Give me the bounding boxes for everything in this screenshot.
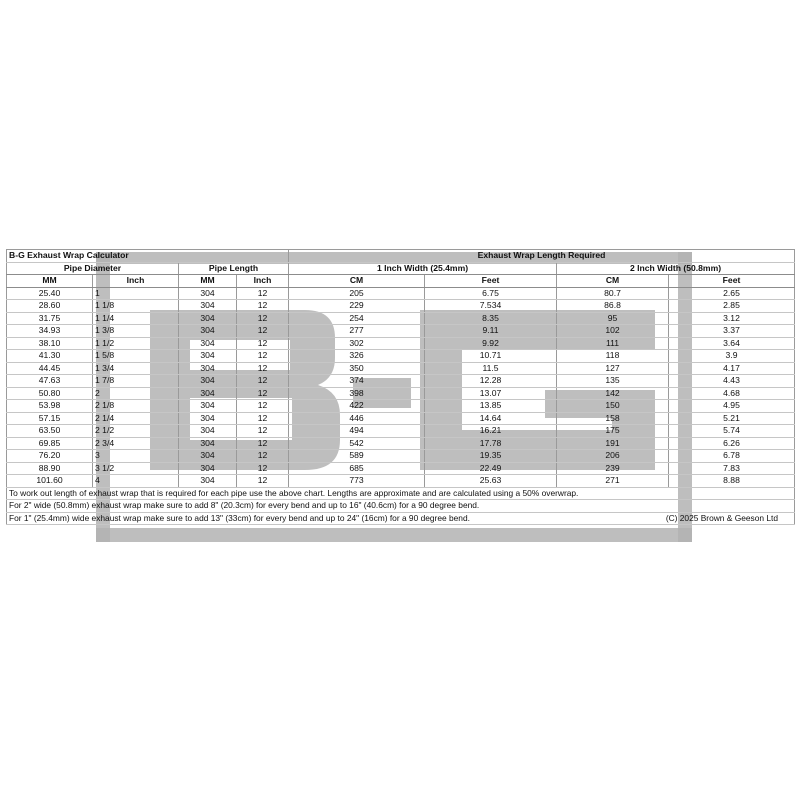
table-cell: 31.75	[7, 312, 93, 325]
table-cell: 12	[237, 325, 289, 338]
table-cell: 16.21	[425, 425, 557, 438]
table-cell: 95	[557, 312, 669, 325]
table-row	[7, 450, 795, 463]
table-cell: 12.28	[425, 375, 557, 388]
table-cell: 5.74	[669, 425, 795, 438]
table-cell: 3.37	[669, 325, 795, 338]
table-body	[7, 287, 795, 487]
table-row	[7, 387, 795, 400]
table-cell: 127	[557, 362, 669, 375]
table-cell: 53.98	[7, 400, 93, 413]
table-row	[7, 337, 795, 350]
table-cell: 304	[179, 337, 237, 350]
table-cell: 88.90	[7, 462, 93, 475]
table-cell: 10.71	[425, 350, 557, 363]
table-cell: 38.10	[7, 337, 93, 350]
table-cell: 14.64	[425, 412, 557, 425]
table-cell: 11.5	[425, 362, 557, 375]
table-cell: 2 1/2	[93, 425, 179, 438]
sheet-title: B-G Exhaust Wrap Calculator	[7, 250, 289, 263]
table-cell: 50.80	[7, 387, 93, 400]
table-row	[7, 462, 795, 475]
exhaust-wrap-sheet	[6, 249, 794, 525]
note-row	[7, 500, 795, 513]
table-cell: 12	[237, 425, 289, 438]
table-cell: 1	[93, 287, 179, 300]
pipe-length-header: Pipe Length	[179, 262, 289, 275]
table-cell: 422	[289, 400, 425, 413]
table-cell: 304	[179, 387, 237, 400]
table-cell: 6.78	[669, 450, 795, 463]
table-cell: 57.15	[7, 412, 93, 425]
table-cell: 12	[237, 450, 289, 463]
table-cell: 69.85	[7, 437, 93, 450]
table-cell: 446	[289, 412, 425, 425]
table-cell: 5.21	[669, 412, 795, 425]
table-cell: 1 1/4	[93, 312, 179, 325]
table-row	[7, 312, 795, 325]
table-cell: 6.75	[425, 287, 557, 300]
table-cell: 3	[93, 450, 179, 463]
table-cell: 9.92	[425, 337, 557, 350]
table-cell: 542	[289, 437, 425, 450]
table-cell: 19.35	[425, 450, 557, 463]
title-row	[7, 250, 795, 263]
table-cell: 150	[557, 400, 669, 413]
table-cell: 1 7/8	[93, 375, 179, 388]
table-cell: 12	[237, 387, 289, 400]
copyright-text: (C) 2025 Brown & Geeson Ltd	[665, 512, 779, 523]
table-cell: 44.45	[7, 362, 93, 375]
col-header: MM	[7, 275, 93, 288]
table-cell: 304	[179, 287, 237, 300]
table-cell: 17.78	[425, 437, 557, 450]
table-cell: 3 1/2	[93, 462, 179, 475]
table-cell: 398	[289, 387, 425, 400]
table-cell: 63.50	[7, 425, 93, 438]
table-cell: 12	[237, 300, 289, 313]
table-cell: 118	[557, 350, 669, 363]
table-cell: 685	[289, 462, 425, 475]
table-row	[7, 350, 795, 363]
table-cell: 86.8	[557, 300, 669, 313]
col-header: Inch	[237, 275, 289, 288]
table-cell: 111	[557, 337, 669, 350]
table-cell: 773	[289, 475, 425, 488]
table-cell: 304	[179, 325, 237, 338]
table-cell: 304	[179, 400, 237, 413]
table-cell: 205	[289, 287, 425, 300]
table-cell: 13.07	[425, 387, 557, 400]
note-text: For 1" (25.4mm) wide exhaust wrap make sure to add 13" (33cm) for every bend and up to 24" (16cm) for a 90 degree bend.	[9, 512, 470, 523]
table-cell: 12	[237, 400, 289, 413]
column-header-row	[7, 275, 795, 288]
table-row	[7, 400, 795, 413]
col-header: Feet	[425, 275, 557, 288]
table-cell: 2 3/4	[93, 437, 179, 450]
table-cell: 206	[557, 450, 669, 463]
table-cell: 8.35	[425, 312, 557, 325]
table-cell: 76.20	[7, 450, 93, 463]
table-cell: 47.63	[7, 375, 93, 388]
table-cell: 4.95	[669, 400, 795, 413]
table-cell: 4.17	[669, 362, 795, 375]
table-cell: 25.40	[7, 287, 93, 300]
table-cell: 1 1/8	[93, 300, 179, 313]
table-cell: 1 3/4	[93, 362, 179, 375]
table-cell: 22.49	[425, 462, 557, 475]
table-cell: 7.534	[425, 300, 557, 313]
table-cell: 12	[237, 362, 289, 375]
table-cell: 12	[237, 437, 289, 450]
table-cell: 304	[179, 475, 237, 488]
table-cell: 6.26	[669, 437, 795, 450]
table-cell: 589	[289, 450, 425, 463]
table-cell: 2 1/8	[93, 400, 179, 413]
table-cell: 304	[179, 450, 237, 463]
note-row	[7, 487, 795, 500]
table-row	[7, 475, 795, 488]
table-cell: 4.43	[669, 375, 795, 388]
table-cell: 12	[237, 337, 289, 350]
table-cell: 12	[237, 312, 289, 325]
table-cell: 302	[289, 337, 425, 350]
exhaust-wrap-table	[6, 249, 795, 525]
table-row	[7, 437, 795, 450]
table-cell: 80.7	[557, 287, 669, 300]
table-cell: 12	[237, 462, 289, 475]
table-cell: 12	[237, 350, 289, 363]
table-cell: 41.30	[7, 350, 93, 363]
table-cell: 12	[237, 375, 289, 388]
table-cell: 1 5/8	[93, 350, 179, 363]
table-cell: 191	[557, 437, 669, 450]
pipe-diameter-header: Pipe Diameter	[7, 262, 179, 275]
table-cell: 2.85	[669, 300, 795, 313]
table-cell: 175	[557, 425, 669, 438]
col-header: Feet	[669, 275, 795, 288]
table-row	[7, 300, 795, 313]
table-cell: 3.64	[669, 337, 795, 350]
table-cell: 304	[179, 437, 237, 450]
col-header: MM	[179, 275, 237, 288]
table-row	[7, 362, 795, 375]
table-cell: 304	[179, 412, 237, 425]
table-cell: 1 1/2	[93, 337, 179, 350]
table-row	[7, 375, 795, 388]
table-cell: 13.85	[425, 400, 557, 413]
col-header: Inch	[93, 275, 179, 288]
table-cell: 304	[179, 425, 237, 438]
table-row	[7, 287, 795, 300]
width-2in-header: 2 Inch Width (50.8mm)	[557, 262, 795, 275]
table-cell: 1 3/8	[93, 325, 179, 338]
table-cell: 271	[557, 475, 669, 488]
table-cell: 304	[179, 462, 237, 475]
table-cell: 2 1/4	[93, 412, 179, 425]
table-cell: 229	[289, 300, 425, 313]
table-cell: 2	[93, 387, 179, 400]
table-cell: 142	[557, 387, 669, 400]
note-text: To work out length of exhaust wrap that is required for each pipe use the above chart. Lengths are approximate and are calculated using a 50% overwrap.	[7, 487, 795, 500]
table-cell: 101.60	[7, 475, 93, 488]
table-cell: 304	[179, 375, 237, 388]
group-header-row	[7, 262, 795, 275]
table-cell: 350	[289, 362, 425, 375]
table-cell: 34.93	[7, 325, 93, 338]
table-cell: 2.65	[669, 287, 795, 300]
col-header: CM	[557, 275, 669, 288]
table-row	[7, 412, 795, 425]
table-cell: 277	[289, 325, 425, 338]
table-cell: 494	[289, 425, 425, 438]
table-cell: 12	[237, 475, 289, 488]
table-cell: 25.63	[425, 475, 557, 488]
table-cell: 304	[179, 300, 237, 313]
table-row	[7, 325, 795, 338]
width-1in-header: 1 Inch Width (25.4mm)	[289, 262, 557, 275]
table-cell: 12	[237, 412, 289, 425]
table-row	[7, 425, 795, 438]
table-cell: 4.68	[669, 387, 795, 400]
table-cell: 326	[289, 350, 425, 363]
table-cell: 3.9	[669, 350, 795, 363]
table-cell: 3.12	[669, 312, 795, 325]
table-cell: 304	[179, 350, 237, 363]
table-cell: 102	[557, 325, 669, 338]
table-cell: 8.88	[669, 475, 795, 488]
table-cell: 12	[237, 287, 289, 300]
length-required-header: Exhaust Wrap Length Required	[289, 250, 795, 263]
table-cell: 4	[93, 475, 179, 488]
table-cell: 158	[557, 412, 669, 425]
table-cell: 135	[557, 375, 669, 388]
note-row	[7, 512, 795, 525]
table-cell: 304	[179, 312, 237, 325]
table-cell: 28.60	[7, 300, 93, 313]
table-cell: 254	[289, 312, 425, 325]
table-cell: 9.11	[425, 325, 557, 338]
table-cell: 7.83	[669, 462, 795, 475]
table-cell: 374	[289, 375, 425, 388]
table-cell: 239	[557, 462, 669, 475]
table-cell: 304	[179, 362, 237, 375]
col-header: CM	[289, 275, 425, 288]
note-text: For 2" wide (50.8mm) exhaust wrap make sure to add 8" (20.3cm) for every bend and up to 16" (40.6cm) for a 90 degree bend.	[7, 500, 795, 513]
